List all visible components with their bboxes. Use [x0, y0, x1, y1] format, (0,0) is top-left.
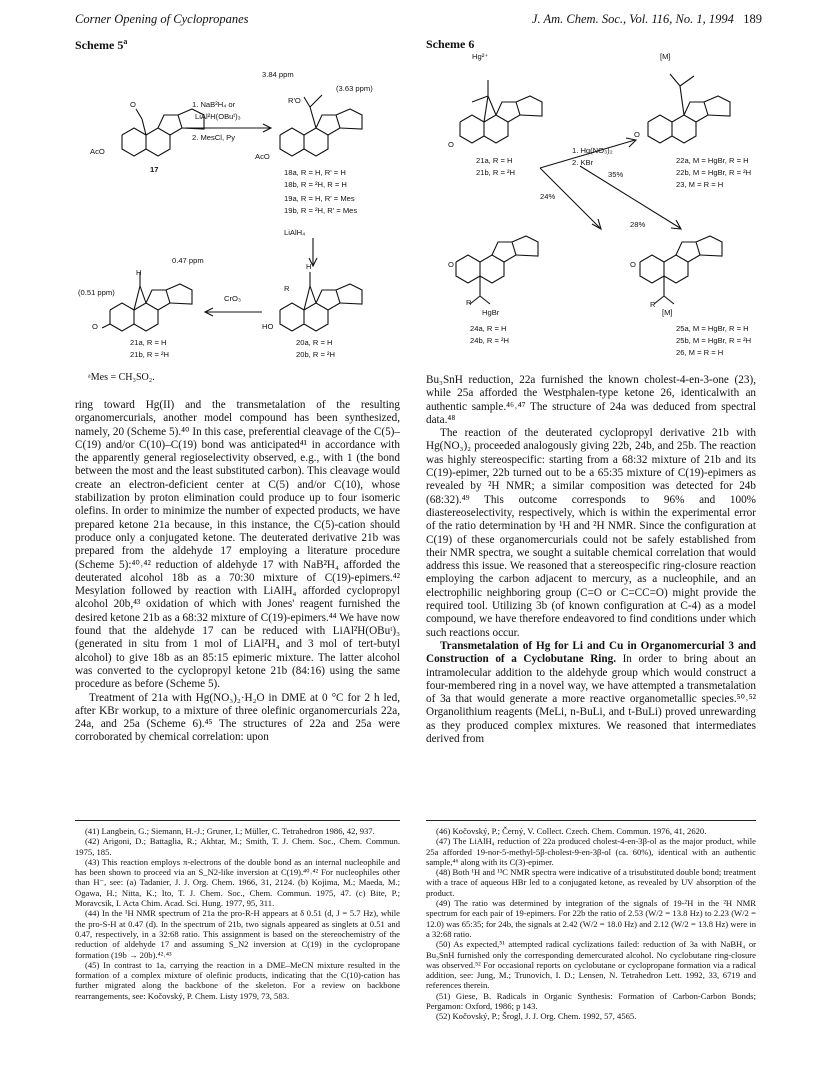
h-label-21: H	[136, 268, 142, 277]
s6-yield-28: 28%	[630, 220, 646, 229]
scheme6-structure-24	[448, 232, 558, 322]
scheme5-reagent-lialh4: LiAlH₄	[284, 228, 306, 237]
aco-label-17: AcO	[90, 147, 105, 156]
s6-compound-22b: 22b, M = HgBr, R = ²H	[676, 168, 752, 177]
compound-18a-label: 18a, R = H, R' = H	[284, 168, 346, 177]
s6-compound-24a: 24a, R = H	[470, 324, 507, 333]
scheme5-title: Scheme 5$^a$	[75, 37, 128, 52]
h-label-20: H	[306, 262, 312, 271]
compound-19a-label: 19a, R = H, R' = Mes	[284, 194, 355, 203]
footnote-51: (51) Giese, B. Radicals in Organic Synthesis: Formation of Carbon-Carbon Bonds; Pergamon: Oxford, 1986; p 143.	[426, 990, 756, 1012]
ho-label: HO	[262, 322, 274, 331]
s6-compound-21a: 21a, R = H	[476, 156, 513, 165]
scheme5-arrow-1	[185, 123, 275, 133]
s6-compound-25b: 25b, M = HgBr, R = ²H	[676, 336, 752, 345]
running-header-title: Corner Opening of Cyclopropanes	[75, 12, 249, 26]
compound-17-label: 17	[150, 165, 159, 174]
s6-compound-26: 26, M = R = H	[676, 348, 724, 357]
s6-compound-21b: 21b, R = ²H	[476, 168, 516, 177]
left-column-body	[75, 399, 400, 745]
scheme6-structure-22	[640, 62, 750, 152]
o-label-17: O	[130, 100, 136, 109]
s6-compound-25a: 25a, M = HgBr, R = H	[676, 324, 749, 333]
compound-21b-label: 21b, R = ²H	[130, 350, 170, 359]
s6-compound-24b: 24b, R = ²H	[470, 336, 510, 345]
footnote-48: (48) Both ¹H and ¹³C NMR spectra were indicative of a trisubstituted double bond; treatment with a trace of aqueous HBr led to a conjugated ketone, as revealed by UV absorption of the product.	[426, 867, 756, 898]
right-column-body	[426, 374, 756, 746]
footnote-46: (46) Kočovský, P.; Černý, V. Collect. Czech. Chem. Commun. 1976, 41, 2620.	[436, 826, 707, 836]
running-header-journal: J. Am. Chem. Soc., Vol. 116, No. 1, 1994 189	[531, 12, 762, 26]
footnote-50: (50) As expected,⁵¹ attempted radical cyclizations failed: reduction of 3a with NaBH₄ or Bu₃SnH furnished only the corresponding demercurated alcohol. No cyclobutane ring-closure was observed.⁵² For occasional reports on cyclobutane or cyclopropane formation via a radical addition, see: Jung, M.; Trunovich, I. D.; Lensen, N. Tetrahedron Lett. 1992, 33, 6719 and references therein.	[426, 939, 756, 991]
ppm-0-51: (0.51 ppm)	[78, 288, 115, 297]
compound-19b-label: 19b, R = ²H, R' = Mes	[284, 206, 358, 215]
footnotes-left	[75, 826, 400, 1001]
footnote-49: (49) The ratio was determined by integration of the signals of 19-²H in the ²H NMR spectrum for each pair of 19-epimers. For 22b the ratio of 2.53 (W/2 = 13.8 Hz) to 2.23 (W/2 = 12.0) was 65:35; for 24b, the signals at 2.42 (W/2 = 18.0 Hz) and 2.12 (W/2 = 13.8 Hz) were in a 32:68 ratio.	[426, 898, 756, 939]
ro-label: R'O	[288, 96, 301, 105]
left-paragraph-2: Treatment of 21a with Hg(NO₃)₂·H₂O in DME at 0 °C for 2 h led, after KBr workup, to a mixture of three olefinic organomercurials 22a, 24a, and 25a (Scheme 6).⁴⁵ The structures of 22a and 25a were corroborated by chemical correlation: upon	[75, 691, 400, 744]
scheme5-reagent-1: 1. NaB²H₄ or	[192, 100, 236, 109]
hg-label: Hg²⁺	[472, 52, 489, 61]
m-label-25: [M]	[662, 308, 673, 317]
o-label-24: O	[448, 260, 454, 269]
right-paragraph-1: Bu₃SnH reduction, 22a furnished the known cholest-4-en-3-one (23), while 25a afforded the Westphalen-type ketone 26, identicalwith an authentic sample.⁴⁶˒⁴⁷ The structure of 24a was deduced from spectral data.⁴⁸	[426, 374, 756, 426]
scheme5-footnote: ᵃMes = CH₃SO₂.	[88, 372, 155, 383]
scheme5-reagent-2: 2. MesCl, Py	[192, 133, 236, 142]
m-label-22: [M]	[660, 52, 671, 61]
footnote-rule-right	[426, 820, 756, 821]
right-paragraph-3: Transmetalation of Hg for Li and Cu in Organomercurial 3 and Construction of a Cyclobutane Ring. In order to bring about an intramolecular addition to the aldehyde group which would construct a four-membered ring in a novel way, we have attempted a transmetalation of 3a that would generate a more reactive organometallic species.⁵⁰˒⁵² Organolithium reagents (MeLi, n-BuLi, and t-BuLi) proved unrewarding as they produced complex mixtures. We reasoned that intermediates derived from	[426, 639, 757, 746]
o-label-22: O	[634, 130, 640, 139]
compound-21a-label: 21a, R = H	[130, 338, 167, 347]
scheme5-reagent-cro3: CrO₃	[224, 294, 242, 303]
s6-reagent-1: 1. Hg(NO₃)₂	[572, 146, 613, 155]
o-label-21: O	[92, 322, 98, 331]
footnote-43: (43) This reaction employs π-electrons of the double bond as an internal nucleophile and has been shown to proceed via an S_N2-like inversion at C(19).⁴⁰˒⁴² For nucleophiles other than H⁻, see: (a) Tadanier, J. J. Org. Chem. 1966, 31, 2124. (b) Kojima, M.; Maeda, M.; Ogawa, H.; Nitta, K.; Ito, T. J. Chem. Soc., Chem. Commun. 1975, 47. (c) Bite, P.; Moravcsik, I. Acta Chim. Acad. Sci. Hung. 1977, 95, 311.	[75, 856, 400, 909]
hgbr-label-24: HgBr	[482, 308, 500, 317]
footnote-44: (44) In the ¹H NMR spectrum of 21a the pro-R-H appears at δ 0.51 (d, J = 5.7 Hz), while the pro-S-H at 0.47 (d). In the spectrum of 21b, two signals appeared as singlets at 0.51 and 0.47, respectively, in a 32:68 ratio. This assignment is based on the stereochemistry of the reduction of aldehyde 17 and assuming S_N2 inversion at C(19) in the cyclopropane formation (19b → 20b).⁴²˒⁴³	[75, 908, 400, 960]
compound-20a-label: 20a, R = H	[296, 338, 333, 347]
ppm-3-63: (3.63 ppm)	[336, 84, 373, 93]
scheme5-reagent-1b: LiAl²H(OBuᵗ)₃	[195, 112, 241, 121]
r-label-24: R	[466, 298, 472, 307]
s6-yield-35: 35%	[608, 170, 624, 179]
s6-reagent-2: 2. KBr	[572, 158, 594, 167]
s6-compound-22a: 22a, M = HgBr, R = H	[676, 156, 749, 165]
scheme6-structure-25	[632, 232, 742, 322]
o-label-s6: O	[448, 140, 454, 149]
footnote-52: (52) Kočovský, P.; Šrogl, J. J. Org. Chem. 1992, 57, 4565.	[436, 1011, 637, 1022]
footnote-rule-left	[75, 820, 400, 821]
footnotes-right	[426, 826, 756, 1022]
compound-20b-label: 20b, R = ²H	[296, 350, 336, 359]
footnote-41: (41) Langbein, G.; Siemann, H.-J.; Gruner, I.; Müller, C. Tetrahedron 1986, 42, 937.	[85, 826, 375, 836]
footnote-47: (47) The LiAlH₄ reduction of 22a produced cholest-4-en-3β-ol as the major product, while 25a afforded 19-nor-5-methyl-5β-cholest-9-en-3β-ol (ca. 60%), identical with an authentic sample,⁴⁶ along with its C(3)-epimer.	[426, 836, 756, 867]
footnote-42: (42) Arigoni, D.; Battaglia, R.; Akhtar, M.; Smith, T. J. Chem. Soc., Chem. Commun. 1975, 185.	[75, 836, 400, 857]
s6-yield-24: 24%	[540, 192, 556, 201]
s6-compound-23: 23, M = R = H	[676, 180, 724, 189]
r-label-20: R	[284, 284, 290, 293]
section-runin-heading: Transmetalation of Hg for Li and Cu in Organomercurial 3 and Construction of a Cyclobutane Ring.	[426, 639, 756, 666]
ppm-3-84: 3.84 ppm	[262, 70, 294, 79]
left-paragraph-1: ring toward Hg(II) and the transmetalation of the resulting organomercurials, another model compound has been synthesized, namely, 20 (Scheme 5).⁴⁰ In this case, preferential cleavage of the C(5)–C(19) and/or C(10)–C(19) bond was anticipated⁴¹ in accordance with the apparently general regioselectivity observed, e.g., with 1 (the bond between the most and the least substituted carbon). This cleavage would create an electron-deficient center at C(5) and/or C(10), whose stabilization by proton elimination could produce up to four isomeric olefins. In order to minimize the number of expected products, we have prepared ketone 21a because, in this instance, the C(5)-cation should produce only a conjugated ketone. The deuterated derivative 21b was prepared from the aldehyde 17 employing a literature procedure (Scheme 5):⁴⁰˒⁴² reduction of aldehyde 17 with NaB²H₄ afforded the deuterated alcohol 18b as a 70:30 mixture of C(19)-epimers.⁴² Mesylation followed by reaction with LiAlH₄ afforded cyclopropyl alcohol 20b,⁴³ oxidation of which with Jones' reagent furnished the desired ketone 21b as a 68:32 mixture of C(19)-epimers.⁴⁴ We have now found that the aldehyde 17 can be reduced with LiAl²H(OBuᵗ)₃ (generated in situ from 1 mol of LiAl²H₄ and 3 mol of tert-butyl alcohol) to give 18b as an 85:15 epimeric mixture. The latter alcohol was converted to the cyclopropyl ketone 21b (84:16) using the same procedure as before (Scheme 5).	[75, 399, 400, 691]
aco-label-18: AcO	[255, 152, 270, 161]
compound-18b-label: 18b, R = ²H, R = H	[284, 180, 347, 189]
r-label-25: R	[650, 300, 656, 309]
footnote-45: (45) In contrast to 1a, carrying the reaction in a DME–MeCN mixture resulted in the formation of a complex mixture of olefinic products, indicating that the C(10)-cation has further migrated along the backbone of the skeleton. For a review on backbone rearrangements, see: Kočovský, P. Chem. Listy 1979, 73, 583.	[75, 959, 400, 1001]
ppm-0-47: 0.47 ppm	[172, 256, 204, 265]
o-label-25: O	[630, 260, 636, 269]
scheme6-title: Scheme 6	[426, 37, 475, 51]
right-paragraph-2: The reaction of the deuterated cyclopropyl derivative 21b with Hg(NO₃)₂ proceeded analogously giving 22b, 24b, and 25b. The reaction was highly stereospecific: starting from a 68:32 mixture of 21b and its C(19)-epimer, 22b turned out to be a 65:35 mixture of C(19)-epimers as revealed by ²H NMR; a similar composition was detected for 24b (68:32).⁴⁹ This outcome corresponds to 96% and 100% diastereoselectivity, respectively, which is within the experimental error of the ratio determination by ¹H and ²H NMR. Since the configuration at C(19) of these organomercurials could not be safely established from their NMR spectra, we sought a suitable chemical correlation that would address this issue. We reasoned that a stereospecific ring-closure reaction employing the carbon adjacent to mercury, as a nucleophile, and an electrophilic neighboring group (C=O or C=CC=O) might provide the required tool. Utilizing 3b (of known configuration at C-4) as a model compound, we have therefore endeavored to find conditions under which such reactions occur.	[426, 427, 756, 639]
